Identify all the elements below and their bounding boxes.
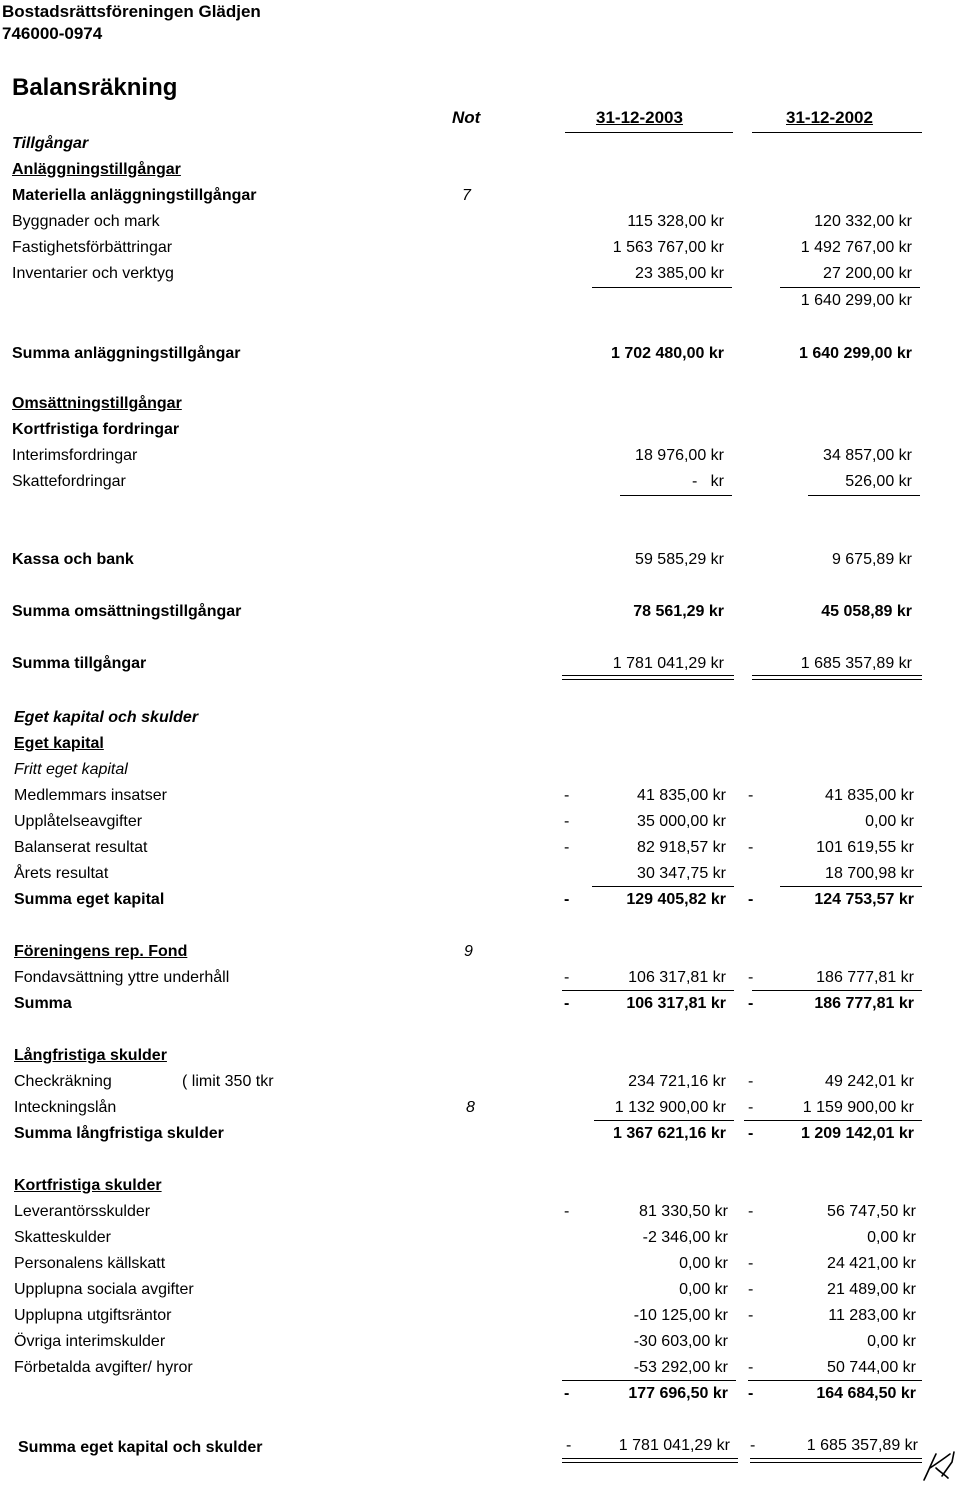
sign-2003: - xyxy=(564,839,570,856)
rule xyxy=(562,990,734,991)
row-label-summa-total: Summa eget kapital och skulder xyxy=(18,1439,263,1456)
section-heading-kortfristiga-skulder: Kortfristiga skulder xyxy=(14,1177,162,1194)
organization-name: Bostadsrättsföreningen Glädjen xyxy=(2,2,261,21)
total-value-2003: 1 781 041,29 kr xyxy=(612,655,724,672)
row-label: Fastighetsförbättringar xyxy=(12,239,173,256)
row-value-2003: 115 328,00 kr xyxy=(627,213,724,230)
row-label-summa: Summa anläggningstillgångar xyxy=(12,345,241,362)
row-value-2003: 0,00 kr xyxy=(679,1281,728,1298)
sign-2002: - xyxy=(748,1307,754,1324)
header-underline-2002 xyxy=(752,132,922,133)
row-value-2002: 1 159 900,00 kr xyxy=(802,1099,914,1116)
total-value-2002: 1 685 357,89 kr xyxy=(800,655,912,672)
rule xyxy=(744,1120,922,1121)
sign-2002: - xyxy=(748,787,754,804)
section-heading-eget-skulder: Eget kapital och skulder xyxy=(14,709,199,726)
row-value-2003: 41 835,00 kr xyxy=(637,787,726,804)
sign-2003: - xyxy=(564,813,570,830)
sign-2002: - xyxy=(748,1125,754,1142)
note-ref: 9 xyxy=(464,943,473,960)
sign-2003: - xyxy=(564,1385,570,1402)
total-value-2002: 1 685 357,89 kr xyxy=(806,1437,918,1454)
section-heading-anlaggning: Anläggningstillgångar xyxy=(12,161,181,178)
row-label: Medlemmars insatser xyxy=(14,787,167,804)
row-value-2002: 11 283,00 kr xyxy=(828,1307,916,1324)
row-label-summa-tillgangar: Summa tillgångar xyxy=(12,655,147,672)
row-label: Upplåtelseavgifter xyxy=(14,813,143,830)
double-rule xyxy=(562,1458,738,1463)
row-value-2003: -2 346,00 kr xyxy=(642,1229,728,1246)
row-value-2003: 59 585,29 kr xyxy=(635,551,724,568)
sum-value-2003: 177 696,50 kr xyxy=(628,1385,728,1402)
sign-2002: - xyxy=(748,1073,754,1090)
rule xyxy=(620,495,732,496)
section-heading-eget-kapital: Eget kapital xyxy=(14,735,104,752)
row-value-2003: 0,00 kr xyxy=(679,1255,728,1272)
sign-2002: - xyxy=(748,839,754,856)
row-label: Övriga interimskulder xyxy=(14,1333,166,1350)
sign-2002: - xyxy=(748,1203,754,1220)
section-heading-fond: Föreningens rep. Fond xyxy=(14,943,188,960)
sum-value-2002: 45 058,89 kr xyxy=(821,603,912,620)
row-value-2003: 18 976,00 kr xyxy=(635,447,724,464)
row-label: Personalens källskatt xyxy=(14,1255,166,1272)
row-value-2003: 35 000,00 kr xyxy=(637,813,726,830)
row-value-2002: 34 857,00 kr xyxy=(823,447,912,464)
row-label: Leverantörsskulder xyxy=(14,1203,151,1220)
row-value-2002: 0,00 kr xyxy=(867,1229,916,1246)
row-value-2002: 120 332,00 kr xyxy=(814,213,912,230)
row-label: Förbetalda avgifter/ hyror xyxy=(14,1359,193,1376)
row-value-2002: 56 747,50 kr xyxy=(827,1203,916,1220)
row-label: Skattefordringar xyxy=(12,473,126,490)
sign-2003: - xyxy=(564,787,570,804)
row-label: Byggnader och mark xyxy=(12,213,160,230)
row-label: Kassa och bank xyxy=(12,551,134,568)
subheading-kortfristiga: Kortfristiga fordringar xyxy=(12,421,180,438)
row-value-2003: 23 385,00 kr xyxy=(635,265,724,282)
row-value-2002: 186 777,81 kr xyxy=(816,969,914,986)
row-value-2002: 49 242,01 kr xyxy=(825,1073,914,1090)
sign-2002: - xyxy=(748,1099,754,1116)
row-value-2002: 9 675,89 kr xyxy=(831,551,912,568)
sign-2002: - xyxy=(750,1437,756,1454)
row-value-2002: 0,00 kr xyxy=(865,813,914,830)
row-value-2003: -30 603,00 kr xyxy=(633,1333,728,1350)
sign-2002: - xyxy=(748,1385,754,1402)
sign-2003: - xyxy=(564,891,570,908)
sign-2002: - xyxy=(748,995,754,1012)
sign-2003: - xyxy=(566,1437,572,1454)
row-label-summa: Summa eget kapital xyxy=(14,891,165,908)
row-value-2003: -53 292,00 kr xyxy=(633,1359,728,1376)
row-value-2003: 81 330,50 kr xyxy=(639,1203,728,1220)
sign-2003: - xyxy=(564,995,570,1012)
row-value-2002: 24 421,00 kr xyxy=(827,1255,916,1272)
sign-2002: - xyxy=(748,1281,754,1298)
row-value-2002: 526,00 kr xyxy=(845,473,912,490)
row-value-2003: 82 918,57 kr xyxy=(637,839,726,856)
row-value-2003: -10 125,00 kr xyxy=(633,1307,728,1324)
row-value-2003: 106 317,81 kr xyxy=(628,969,726,986)
note-ref: 8 xyxy=(466,1099,475,1116)
row-value-2002: 101 619,55 kr xyxy=(816,839,914,856)
row-value-2003: - kr xyxy=(692,473,724,490)
section-heading-tillgangar: Tillgångar xyxy=(12,135,89,152)
sum-value-2002: 1 209 142,01 kr xyxy=(801,1125,914,1142)
sum-value-2003: 78 561,29 kr xyxy=(633,603,724,620)
sum-value-2002: 124 753,57 kr xyxy=(814,891,914,908)
double-rule xyxy=(750,1458,922,1463)
row-label: Fondavsättning yttre underhåll xyxy=(14,969,230,986)
sum-value-2002: 1 640 299,00 kr xyxy=(799,345,912,362)
rule xyxy=(592,886,734,887)
row-label: Interimsfordringar xyxy=(12,447,138,464)
row-label: Checkräkning xyxy=(14,1073,112,1090)
rule xyxy=(780,886,922,887)
double-rule xyxy=(752,675,922,680)
row-label: Inventarier och verktyg xyxy=(12,265,174,282)
row-label: Årets resultat xyxy=(14,865,109,882)
row-label-summa: Summa långfristiga skulder xyxy=(14,1125,224,1142)
row-value-2003: 30 347,75 kr xyxy=(637,865,726,882)
subheading-fritt: Fritt eget kapital xyxy=(14,761,128,778)
sum-value-2002: 164 684,50 kr xyxy=(816,1385,916,1402)
sum-value-2003: 1 367 621,16 kr xyxy=(613,1125,726,1142)
sign-2002: - xyxy=(748,1255,754,1272)
page-title: Balansräkning xyxy=(12,74,178,101)
rule xyxy=(808,495,920,496)
row-label: Upplupna utgiftsräntor xyxy=(14,1307,172,1324)
section-heading-langfristiga: Långfristiga skulder xyxy=(14,1047,167,1064)
row-value-2002: 50 744,00 kr xyxy=(827,1359,916,1376)
row-label-summa: Summa omsättningstillgångar xyxy=(12,603,242,620)
row-value-2002: 1 492 767,00 kr xyxy=(800,239,912,256)
rule xyxy=(752,990,922,991)
row-value-2002: 18 700,98 kr xyxy=(825,865,914,882)
sign-2002: - xyxy=(748,891,754,908)
row-value-2002: 41 835,00 kr xyxy=(825,787,914,804)
sign-2003: - xyxy=(564,1203,570,1220)
subtotal-rule xyxy=(780,287,920,288)
sign-2002: - xyxy=(748,969,754,986)
row-value-2002: 27 200,00 kr xyxy=(823,265,912,282)
row-value-2003: 234 721,16 kr xyxy=(628,1073,726,1090)
sum-value-2003: 106 317,81 kr xyxy=(626,995,726,1012)
row-label: Upplupna sociala avgifter xyxy=(14,1281,194,1298)
total-value-2003: 1 781 041,29 kr xyxy=(618,1437,730,1454)
rule xyxy=(594,1120,734,1121)
subtotal-value-2002: 1 640 299,00 kr xyxy=(800,292,912,309)
row-value-2002: 21 489,00 kr xyxy=(827,1281,916,1298)
sum-value-2002: 186 777,81 kr xyxy=(814,995,914,1012)
row-label: Skatteskulder xyxy=(14,1229,111,1246)
handwritten-initials-signature xyxy=(920,1448,958,1484)
row-value-2003: 1 563 767,00 kr xyxy=(612,239,724,256)
row-value-2002: 0,00 kr xyxy=(867,1333,916,1350)
column-header-2002: 31-12-2002 xyxy=(786,108,873,127)
rule xyxy=(748,1380,922,1381)
sum-value-2003: 129 405,82 kr xyxy=(626,891,726,908)
sign-2003: - xyxy=(564,969,570,986)
column-header-2003: 31-12-2003 xyxy=(596,108,683,127)
sum-value-2003: 1 702 480,00 kr xyxy=(611,345,724,362)
section-heading-omsattning: Omsättningstillgångar xyxy=(12,395,182,412)
organization-number: 746000-0974 xyxy=(2,24,103,43)
double-rule xyxy=(562,675,734,680)
rule xyxy=(562,1380,736,1381)
subheading-materiella: Materiella anläggningstillgångar xyxy=(12,187,257,204)
row-label-summa: Summa xyxy=(14,995,72,1012)
column-header-not: Not xyxy=(452,108,481,127)
subtotal-rule xyxy=(592,287,732,288)
row-label: Inteckningslån xyxy=(14,1099,117,1116)
note-ref: 7 xyxy=(462,187,471,204)
sign-2002: - xyxy=(748,1359,754,1376)
row-note: ( limit 350 tkr xyxy=(182,1073,274,1090)
header-underline-2003 xyxy=(565,132,733,133)
row-value-2003: 1 132 900,00 kr xyxy=(614,1099,726,1116)
row-label: Balanserat resultat xyxy=(14,839,148,856)
